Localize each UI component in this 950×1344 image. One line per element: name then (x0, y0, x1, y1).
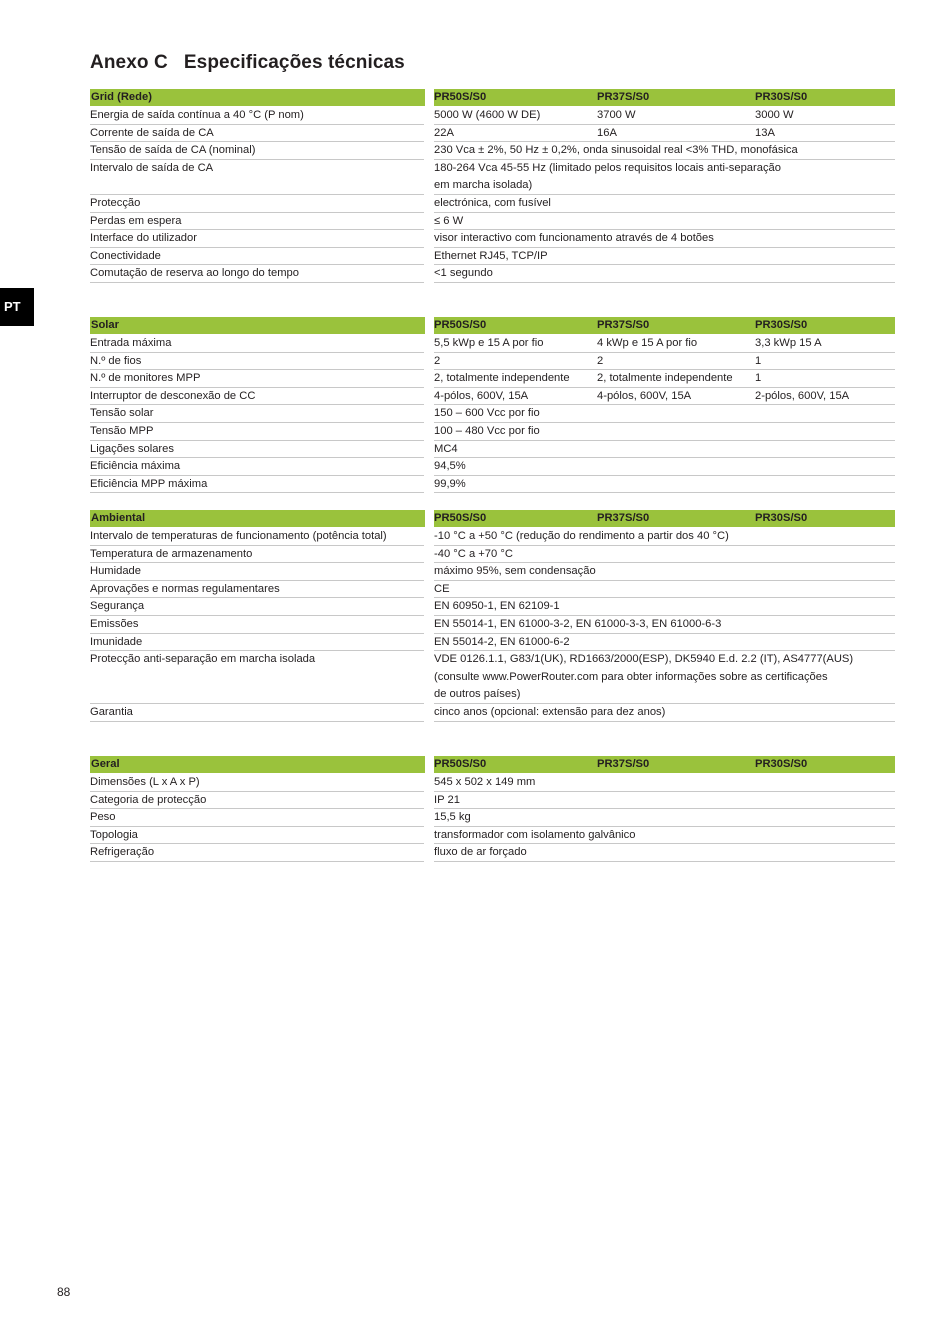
spec-value: Ethernet RJ45, TCP/IP (434, 248, 895, 266)
spec-value: 3000 W (755, 109, 794, 121)
spec-value: 180-264 Vca 45-55 Hz (limitado pelos requisitos locais anti-separação em marcha isolada) (434, 160, 895, 195)
spec-label: Conectividade (90, 248, 424, 266)
model-header: PR50S/S0 (434, 512, 487, 524)
spec-value: 2-pólos, 600V, 15A (755, 389, 850, 402)
spec-value: CE (434, 581, 895, 599)
spec-label: Perdas em espera (90, 213, 424, 231)
spec-row (90, 441, 895, 459)
spec-label: Corrente de saída de CA (90, 125, 424, 143)
spec-label: Humidade (90, 563, 424, 581)
model-header: PR37S/S0 (597, 758, 650, 770)
spec-row (90, 458, 895, 476)
spec-row (90, 774, 895, 792)
spec-label: Interface do utilizador (90, 230, 424, 248)
solar-section (90, 317, 895, 493)
spec-label: Tensão solar (90, 405, 424, 423)
spec-row (90, 370, 895, 388)
spec-label: Emissões (90, 616, 424, 634)
spec-label: Imunidade (90, 634, 424, 652)
spec-label: N.º de monitores MPP (90, 370, 424, 388)
spec-label: Temperatura de armazenamento (90, 546, 424, 564)
section-title: Ambiental (90, 510, 425, 527)
spec-label: Ligações solares (90, 441, 424, 459)
spec-row (90, 827, 895, 845)
spec-value: 3700 W (597, 109, 636, 121)
spec-label: Energia de saída contínua a 40 °C (P nom) (90, 107, 424, 125)
spec-values (434, 370, 895, 388)
spec-label: Categoria de protecção (90, 792, 424, 810)
model-header: PR50S/S0 (434, 319, 487, 331)
spec-row (90, 651, 895, 704)
spec-value: 1 (755, 372, 762, 385)
spec-value: 99,9% (434, 476, 895, 494)
spec-row (90, 248, 895, 266)
spec-value: -10 °C a +50 °C (redução do rendimento a partir dos 40 °C) (434, 528, 895, 546)
spec-value: EN 60950-1, EN 62109-1 (434, 598, 895, 616)
spec-row (90, 353, 895, 371)
spec-value: 22A (434, 126, 454, 139)
spec-value: 2, totalmente independente (434, 372, 570, 385)
spec-value: 15,5 kg (434, 809, 895, 827)
spec-label: Topologia (90, 827, 424, 845)
spec-label: Intervalo de saída de CA (90, 160, 424, 195)
model-header: PR30S/S0 (755, 758, 808, 770)
spec-row (90, 844, 895, 862)
spec-row (90, 563, 895, 581)
spec-value: 150 – 600 Vcc por fio (434, 405, 895, 423)
geral-section (90, 756, 895, 862)
section-title: Geral (90, 756, 425, 773)
spec-value: 5000 W (4600 W DE) (434, 109, 541, 121)
spec-row (90, 195, 895, 213)
spec-values (434, 107, 895, 125)
spec-value: electrónica, com fusível (434, 195, 895, 213)
spec-value: EN 55014-1, EN 61000-3-2, EN 61000-3-3, EN 61000-6-3 (434, 616, 895, 634)
grid-section (90, 89, 895, 283)
spec-label: Entrada máxima (90, 335, 424, 353)
model-header: PR37S/S0 (597, 319, 650, 331)
spec-row (90, 388, 895, 406)
spec-label: N.º de fios (90, 353, 424, 371)
section-header (90, 317, 895, 334)
spec-row (90, 230, 895, 248)
spec-label: Eficiência máxima (90, 458, 424, 476)
model-header: PR30S/S0 (755, 512, 808, 524)
spec-value: EN 55014-2, EN 61000-6-2 (434, 634, 895, 652)
spec-value: 94,5% (434, 458, 895, 476)
page-number: 88 (57, 1285, 71, 1299)
spec-row (90, 160, 895, 195)
model-header: PR30S/S0 (755, 319, 808, 331)
model-headers (434, 756, 895, 773)
page-title: Anexo C Especificações técnicas (90, 52, 405, 73)
spec-label: Tensão de saída de CA (nominal) (90, 142, 424, 160)
spec-value: 3,3 kWp 15 A (755, 337, 822, 349)
spec-row (90, 598, 895, 616)
spec-row (90, 335, 895, 353)
spec-values (434, 125, 895, 143)
section-title: Grid (Rede) (90, 89, 425, 106)
spec-row (90, 704, 895, 722)
spec-label: Protecção (90, 195, 424, 213)
ambiental-section (90, 510, 895, 722)
spec-label: Peso (90, 809, 424, 827)
spec-row (90, 528, 895, 546)
spec-row (90, 476, 895, 494)
language-tab: PT (0, 288, 34, 326)
spec-label: Refrigeração (90, 844, 424, 862)
spec-value: visor interactivo com funcionamento através de 4 botões (434, 230, 895, 248)
spec-value: ≤ 6 W (434, 213, 895, 231)
spec-value: máximo 95%, sem condensação (434, 563, 895, 581)
spec-label: Dimensões (L x A x P) (90, 774, 424, 792)
spec-row (90, 265, 895, 283)
spec-row (90, 792, 895, 810)
spec-value: 2 (434, 354, 441, 367)
spec-label: Aprovações e normas regulamentares (90, 581, 424, 599)
spec-value: VDE 0126.1.1, G83/1(UK), RD1663/2000(ESP), DK5940 E.d. 2.2 (IT), AS4777(AUS) (consulte www.PowerRouter.com para obter informações sobre as certificações de outros países) (434, 651, 895, 704)
spec-value: MC4 (434, 441, 895, 459)
spec-value: 13A (755, 126, 775, 139)
spec-label: Segurança (90, 598, 424, 616)
spec-value: 230 Vca ± 2%, 50 Hz ± 0,2%, onda sinusoidal real <3% THD, monofásica (434, 142, 895, 160)
model-header: PR30S/S0 (755, 91, 808, 103)
spec-value: 1 (755, 354, 762, 367)
spec-label: Interruptor de desconexão de CC (90, 388, 424, 406)
spec-label: Garantia (90, 704, 424, 722)
section-title: Solar (90, 317, 425, 334)
spec-value: 545 x 502 x 149 mm (434, 774, 895, 792)
spec-value: transformador com isolamento galvânico (434, 827, 895, 845)
spec-value: fluxo de ar forçado (434, 844, 895, 862)
model-header: PR50S/S0 (434, 758, 487, 770)
spec-row (90, 142, 895, 160)
model-header: PR50S/S0 (434, 91, 487, 103)
spec-row (90, 616, 895, 634)
spec-value: 5,5 kWp e 15 A por fio (434, 337, 544, 349)
spec-value: 2, totalmente independente (597, 372, 733, 385)
model-header: PR37S/S0 (597, 512, 650, 524)
spec-values (434, 388, 895, 406)
spec-label: Protecção anti-separação em marcha isolada (90, 651, 424, 704)
spec-row (90, 581, 895, 599)
section-header (90, 756, 895, 773)
spec-row (90, 405, 895, 423)
spec-row (90, 213, 895, 231)
spec-values (434, 353, 895, 371)
spec-row (90, 423, 895, 441)
spec-value: 16A (597, 126, 617, 139)
spec-value: 100 – 480 Vcc por fio (434, 423, 895, 441)
model-headers (434, 317, 895, 334)
spec-value: 4-pólos, 600V, 15A (434, 389, 529, 402)
spec-label: Eficiência MPP máxima (90, 476, 424, 494)
model-headers (434, 510, 895, 527)
spec-row (90, 809, 895, 827)
section-header (90, 510, 895, 527)
spec-row (90, 107, 895, 125)
spec-value: 4 kWp e 15 A por fio (597, 337, 698, 349)
spec-value: IP 21 (434, 792, 895, 810)
spec-label: Intervalo de temperaturas de funcionamento (potência total) (90, 528, 424, 546)
spec-value: -40 °C a +70 °C (434, 546, 895, 564)
spec-values (434, 335, 895, 353)
spec-row (90, 125, 895, 143)
spec-row (90, 634, 895, 652)
spec-value: 2 (597, 354, 604, 367)
model-headers (434, 89, 895, 106)
spec-value: 4-pólos, 600V, 15A (597, 389, 692, 402)
spec-label: Tensão MPP (90, 423, 424, 441)
spec-value: <1 segundo (434, 265, 895, 283)
spec-row (90, 546, 895, 564)
spec-label: Comutação de reserva ao longo do tempo (90, 265, 424, 283)
section-header (90, 89, 895, 106)
spec-value: cinco anos (opcional: extensão para dez anos) (434, 704, 895, 722)
model-header: PR37S/S0 (597, 91, 650, 103)
